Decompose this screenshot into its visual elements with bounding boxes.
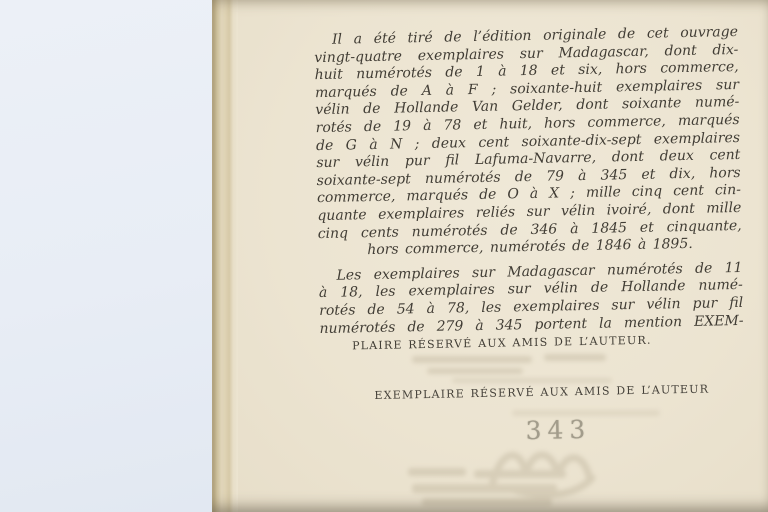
text-line: vingt-quatre exemplaires sur Madagascar, dont dix- xyxy=(314,41,739,66)
text-line: marqués de A à F ; soixante-huit exemplaires sur xyxy=(314,76,740,101)
text-line: quante exemplaires reliés sur vélin ivoiré, dont mille xyxy=(317,199,742,225)
page-fore-edge xyxy=(212,0,238,512)
book-page xyxy=(212,0,768,512)
text-line: hors commerce, numérotés de 1846 à 1895. xyxy=(367,236,693,259)
text-line: soixante-sept numérotés de 79 à 345 et dix, hors xyxy=(316,164,741,189)
text-line: commerce, marqués de O à X ; mille cinq cent cin- xyxy=(316,182,742,207)
text-line: numérotés de 279 à 345 portent la mention EXEM- xyxy=(319,312,744,337)
text-line: sur vélin pur fil Lafuma-Navarre, dont deux cent xyxy=(316,147,741,172)
text-line: Il a été tiré de l’édition originale de cet ouvrage xyxy=(331,23,739,48)
copy-number-stamp: 343 xyxy=(525,414,592,445)
reserve-mention-line: EXEMPLAIRE RÉSERVÉ AUX AMIS DE L’AUTEUR xyxy=(374,382,710,402)
text-line: PLAIRE RÉSERVÉ AUX AMIS DE L’AUTEUR. xyxy=(352,333,652,353)
text-line: de G à N ; deux cent soixante-dix-sept exemplaires xyxy=(315,129,741,154)
text-line: cinq cents numérotés de 346 à 1845 et cinquante, xyxy=(317,217,742,242)
justification-paragraph-1 xyxy=(314,24,742,261)
text-line: vélin de Hollande Van Gelder, dont soixante numé- xyxy=(315,94,740,119)
justification-paragraph-2 xyxy=(318,260,744,356)
text-line: huit numérotés de 1 à 18 et six, hors commerce, xyxy=(314,59,739,84)
text-line: Les exemplaires sur Madagascar numérotés de 11 xyxy=(336,259,743,284)
text-line: à 18, les exemplaires sur vélin de Hollande numé- xyxy=(318,277,743,302)
text-line: rotés de 19 à 78 et huit, hors commerce, marqués xyxy=(315,111,740,137)
text-line: rotés de 54 à 78, les exemplaires sur vélin pur fil xyxy=(319,294,744,319)
colophon-text-block xyxy=(313,0,747,512)
